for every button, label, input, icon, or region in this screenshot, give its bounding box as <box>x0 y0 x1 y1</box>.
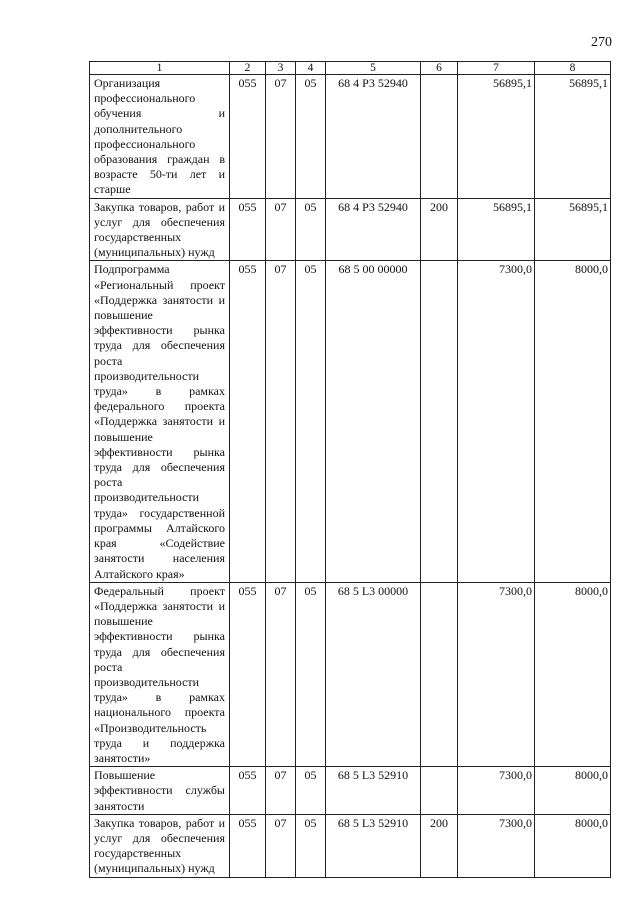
cell-ministry-code: 055 <box>230 767 266 815</box>
cell-subsection: 05 <box>296 198 326 261</box>
cell-amount-1: 56895,1 <box>458 198 535 261</box>
column-header: 3 <box>266 62 296 75</box>
row-name: Федеральный проект «Поддержка занятости и повышение эффективности рынка труда для обеспечения роста производительности труда» в рамках национального проекта «Производительность труда и поддержка занятости» <box>90 582 230 766</box>
cell-target-article: 68 4 P3 52940 <box>326 75 421 199</box>
cell-ministry-code: 055 <box>230 261 266 582</box>
cell-subsection: 05 <box>296 814 326 877</box>
cell-subsection: 05 <box>296 582 326 766</box>
header-row <box>90 62 611 75</box>
cell-subsection: 05 <box>296 75 326 199</box>
cell-section: 07 <box>266 198 296 261</box>
cell-amount-2: 56895,1 <box>535 198 611 261</box>
table-row <box>90 767 611 815</box>
cell-amount-1: 7300,0 <box>458 767 535 815</box>
column-header: 6 <box>421 62 458 75</box>
cell-amount-2: 8000,0 <box>535 814 611 877</box>
cell-target-article: 68 5 00 00000 <box>326 261 421 582</box>
cell-amount-1: 7300,0 <box>458 582 535 766</box>
table-row <box>90 814 611 877</box>
column-header: 7 <box>458 62 535 75</box>
column-header: 4 <box>296 62 326 75</box>
table-row <box>90 582 611 766</box>
cell-expense-type: 200 <box>421 814 458 877</box>
table-row <box>90 261 611 582</box>
cell-section: 07 <box>266 582 296 766</box>
cell-amount-2: 8000,0 <box>535 582 611 766</box>
row-name: Подпрограмма «Региональный проект «Поддержка занятости и повышение эффективности рынка труда для обеспечения роста производительности труда» в рамках федерального проекта «Поддержка занятости и повышение эффективности рынка труда для обеспечения роста производительности труда» государственной программы Алтайского края «Содействие занятости населения Алтайского края» <box>90 261 230 582</box>
page-number: 270 <box>591 35 612 50</box>
cell-ministry-code: 055 <box>230 814 266 877</box>
cell-ministry-code: 055 <box>230 582 266 766</box>
cell-section: 07 <box>266 767 296 815</box>
row-name: Закупка товаров, работ и услуг для обеспечения государственных (муниципальных) нужд <box>90 198 230 261</box>
column-header: 1 <box>90 62 230 75</box>
cell-expense-type: 200 <box>421 198 458 261</box>
table-row <box>90 75 611 199</box>
cell-target-article: 68 5 L3 52910 <box>326 767 421 815</box>
cell-ministry-code: 055 <box>230 198 266 261</box>
cell-amount-2: 56895,1 <box>535 75 611 199</box>
cell-amount-1: 7300,0 <box>458 261 535 582</box>
cell-section: 07 <box>266 75 296 199</box>
cell-section: 07 <box>266 261 296 582</box>
cell-amount-2: 8000,0 <box>535 261 611 582</box>
cell-amount-2: 8000,0 <box>535 767 611 815</box>
cell-target-article: 68 4 P3 52940 <box>326 198 421 261</box>
row-name: Организация профессионального обучения и дополнительного профессионального образования граждан в возрасте 50-ти лет и старше <box>90 75 230 199</box>
cell-section: 07 <box>266 814 296 877</box>
cell-amount-1: 56895,1 <box>458 75 535 199</box>
row-name: Закупка товаров, работ и услуг для обеспечения государственных (муниципальных) нужд <box>90 814 230 877</box>
cell-amount-1: 7300,0 <box>458 814 535 877</box>
cell-target-article: 68 5 L3 00000 <box>326 582 421 766</box>
cell-expense-type <box>421 75 458 199</box>
column-header: 5 <box>326 62 421 75</box>
table-row <box>90 198 611 261</box>
cell-expense-type <box>421 767 458 815</box>
row-name: Повышение эффективности службы занятости <box>90 767 230 815</box>
cell-subsection: 05 <box>296 261 326 582</box>
column-header: 2 <box>230 62 266 75</box>
cell-expense-type <box>421 582 458 766</box>
column-header: 8 <box>535 62 611 75</box>
cell-expense-type <box>421 261 458 582</box>
budget-table <box>89 61 611 878</box>
cell-subsection: 05 <box>296 767 326 815</box>
cell-ministry-code: 055 <box>230 75 266 199</box>
cell-target-article: 68 5 L3 52910 <box>326 814 421 877</box>
